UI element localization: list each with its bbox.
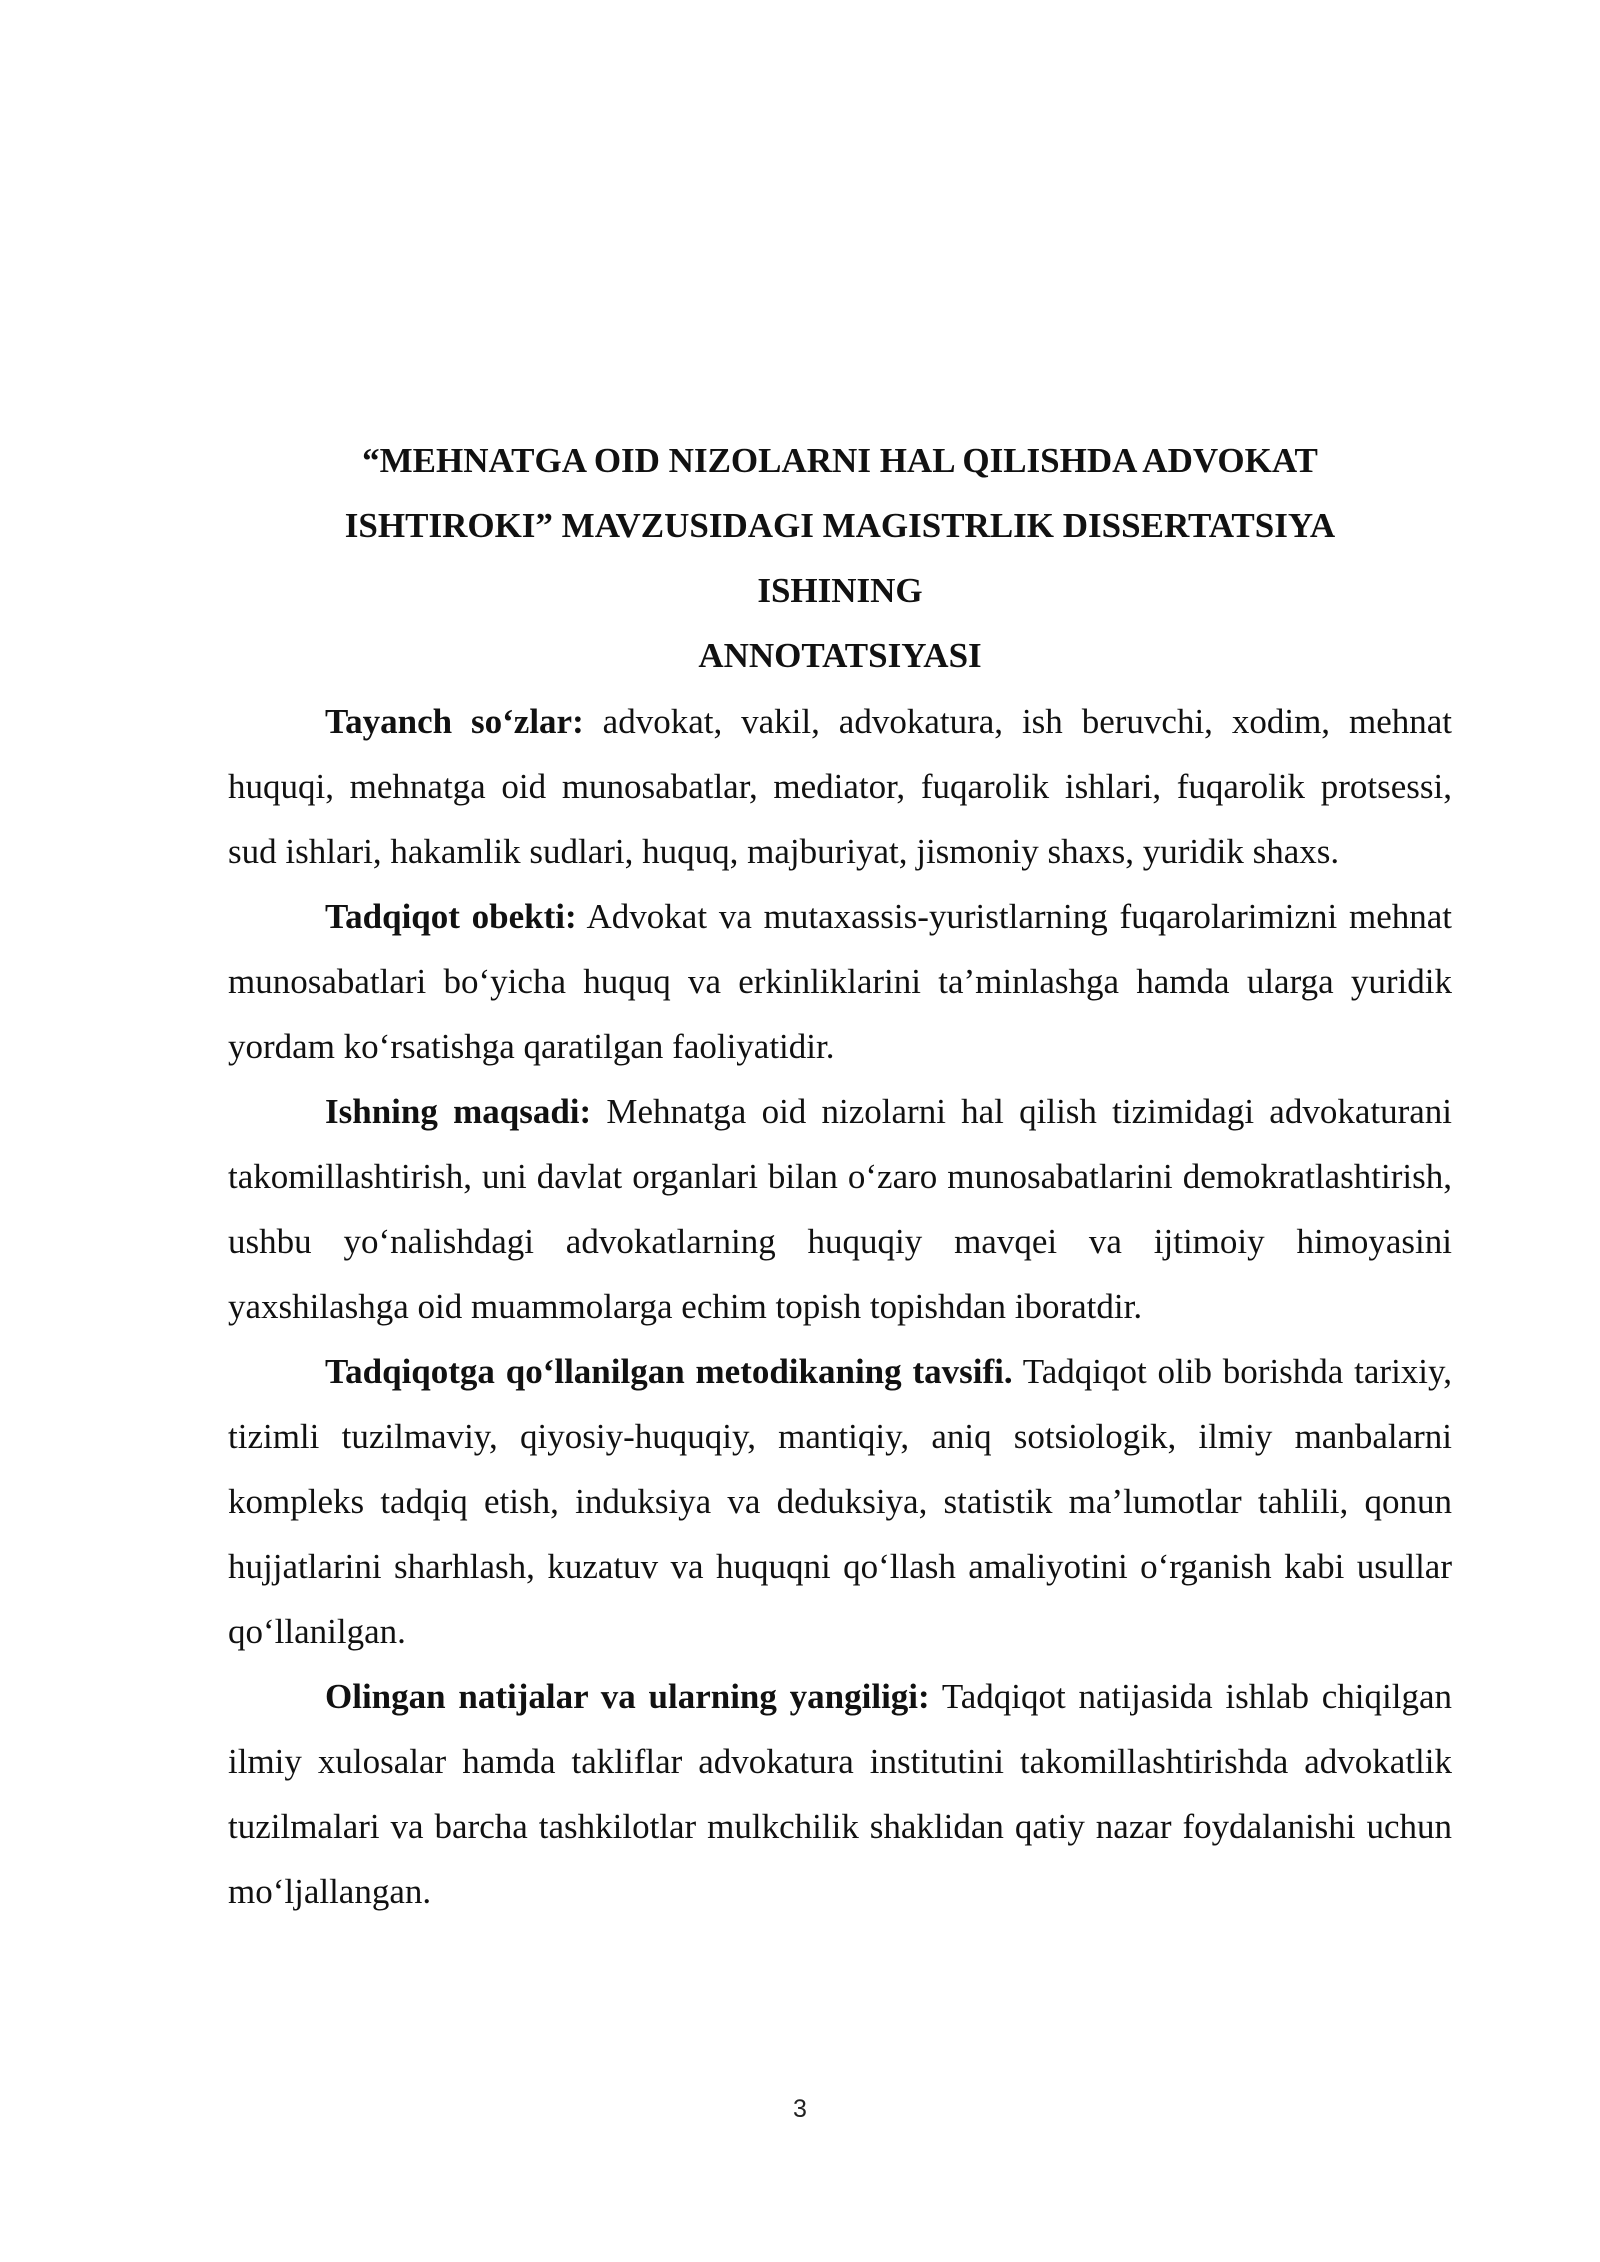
methodology-label: Tadqiqotga qo‘llanilgan metodikaning tavsifi.: [325, 1352, 1013, 1391]
document-title: [228, 428, 1452, 688]
research-object-label: Tadqiqot obekti:: [325, 897, 577, 936]
research-goal-label: Ishning maqsadi:: [325, 1092, 592, 1131]
research-object-paragraph: [228, 884, 1452, 1079]
keywords-paragraph: [228, 689, 1452, 884]
methodology-paragraph: [228, 1339, 1452, 1664]
results-paragraph: [228, 1664, 1452, 1924]
keywords-text: advokat, vakil, advokatura, ish beruvchi, xodim, mehnat huquqi, mehnatga oid munosabatlar, mediator, fuqarolik ishlari, fuqarolik protsessi, sud ishlari, hakamlik sudlari, huquq, majburiyat, jismoniy shaxs, yuridik shaxs.: [228, 702, 1452, 871]
title-line-3: ISHINING: [757, 571, 923, 610]
results-text: Tadqiqot natijasida ishlab chiqilgan ilmiy xulosalar hamda takliflar advokatura institutini takomillashtirishda advokatlik tuzilmalari va barcha tashkilotlar mulkchilik shaklidan qatiy nazar foydalanishi uchun mo‘ljallangan.: [228, 1677, 1452, 1911]
research-object-text: Advokat va mutaxassis-yuristlarning fuqarolarimizni mehnat munosabatlari bo‘yicha huquq va erkinliklarini ta’minlashga hamda ularga yuridik yordam ko‘rsatishga qaratilgan faoliyatidir.: [228, 897, 1452, 1066]
title-line-4: ANNOTATSIYASI: [698, 636, 982, 675]
page-number: 3: [793, 2095, 807, 2123]
title-line-1: “MEHNATGA OID NIZOLARNI HAL QILISHDA ADVOKAT: [362, 441, 1318, 480]
results-label: Olingan natijalar va ularning yangiligi:: [325, 1677, 930, 1716]
title-line-2: ISHTIROKI” MAVZUSIDAGI MAGISTRLIK DISSERTATSIYA: [344, 506, 1336, 545]
research-goal-text: Mehnatga oid nizolarni hal qilish tizimidagi advokaturani takomillashtirish, uni davlat organlari bilan o‘zaro munosabatlarini demokratlashtirish, ushbu yo‘nalishdagi advokatlarning huquqiy mavqei va ijtimoiy himoyasini yaxshilashga oid muammolarga echim topish topishdan iboratdir.: [228, 1092, 1452, 1326]
methodology-text: Tadqiqot olib borishda tarixiy, tizimli tuzilmaviy, qiyosiy-huquqiy, mantiqiy, aniq sotsiologik, ilmiy manbalarni kompleks tadqiq etish, induksiya va deduksiya, statistik ma’lumotlar tahlili, qonun hujjatlarini sharhlash, kuzatuv va huquqni qo‘llash amaliyotini o‘rganish kabi usullar qo‘llanilgan.: [228, 1352, 1453, 1651]
keywords-label: Tayanch so‘zlar:: [325, 702, 584, 741]
research-goal-paragraph: [228, 1079, 1452, 1339]
annotation-body: [228, 689, 1452, 1924]
